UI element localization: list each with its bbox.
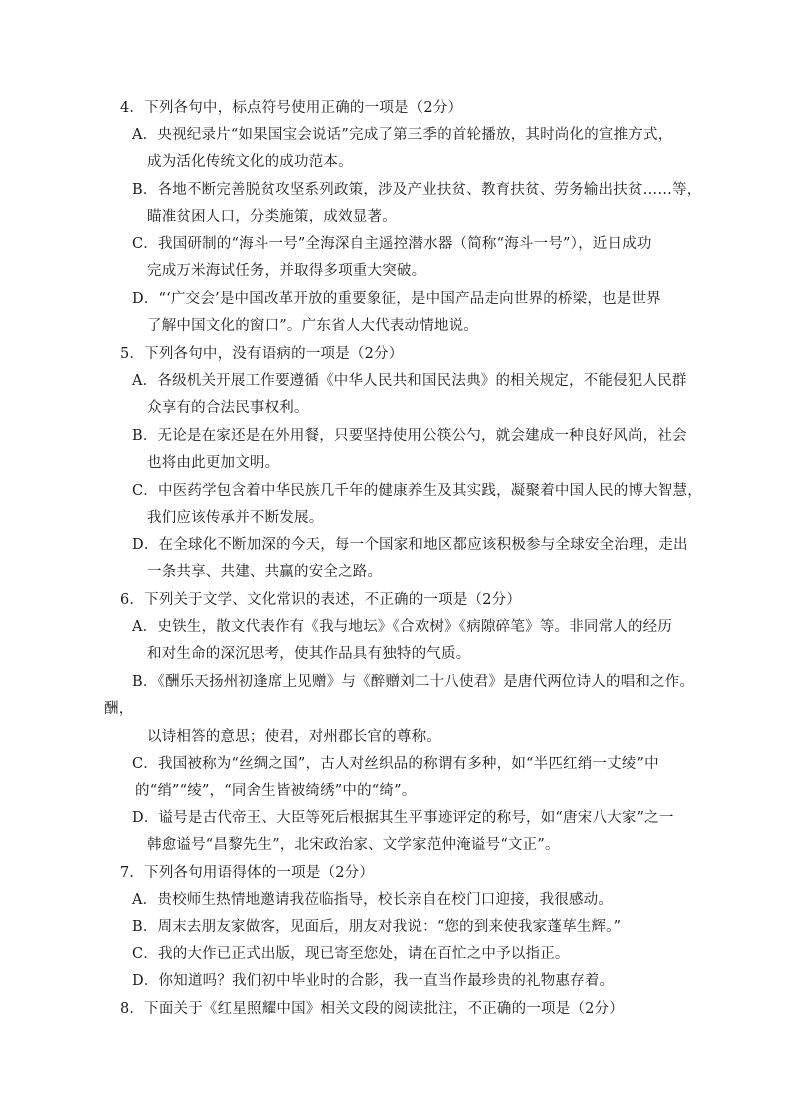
question-4-option-c bbox=[132, 234, 652, 254]
option-text: 周末去朋友家做客，见面后，朋友对我说：“您的到来使我家蓬荜生辉。” bbox=[157, 919, 622, 935]
option-label: D． bbox=[132, 810, 159, 826]
question-5-option-b-cont: 也将由此更加文明。 bbox=[147, 455, 280, 471]
question-6-option-b-wrap: 酬， bbox=[104, 701, 134, 717]
option-label: C． bbox=[132, 756, 158, 772]
question-7-option-a bbox=[132, 890, 613, 910]
option-text: 在全球化不断加深的今天，每一个国家和地区都应该积极参与全球安全治理，走出 bbox=[158, 537, 688, 553]
option-text: 我国被称为“丝绸之国”，古人对丝织品的称谓有多种，如“半匹红绡一丈绫”中 bbox=[158, 756, 659, 772]
option-text: 各地不断完善脱贫攻坚系列政策，涉及产业扶贫、教育扶贫、劳务输出扶贫……等， bbox=[157, 182, 702, 198]
question-6-option-d-cont: 韩愈谥号“昌黎先生”，北宋政治家、文学家范仲淹谥号“文正”。 bbox=[147, 837, 560, 853]
option-text: 央视纪录片“如果国宝会说话”完成了第三季的首轮播放，其时尚化的宣推方式， bbox=[157, 127, 673, 143]
question-4-stem: 4．下列各句中，标点符号使用正确的一项是（2分） bbox=[120, 100, 463, 116]
question-4-option-a bbox=[132, 125, 672, 145]
option-label: B． bbox=[132, 674, 158, 690]
question-5-option-c bbox=[132, 481, 702, 501]
option-label: B． bbox=[132, 428, 158, 444]
option-text: 你知道吗？我们初中毕业时的合影，我一直当作最珍贵的礼物惠存着。 bbox=[158, 973, 615, 989]
question-4-option-d bbox=[132, 289, 661, 309]
question-4-option-a-cont: 成为活化传统文化的成功范本。 bbox=[147, 154, 353, 170]
option-text: 无论是在家还是在外用餐，只要坚持使用公筷公勺，就会建成一种良好风尚，社会 bbox=[157, 428, 687, 444]
question-5-option-b bbox=[132, 426, 687, 446]
option-label: D． bbox=[132, 537, 159, 553]
option-text: “‘广交会’是中国改革开放的重要象征，是中国产品走向世界的桥梁，也是世界 bbox=[158, 291, 661, 307]
question-4-option-b-cont: 瞄准贫困人口，分类施策，成效显著。 bbox=[147, 209, 397, 225]
option-label: B． bbox=[132, 919, 158, 935]
option-label: A． bbox=[132, 619, 158, 635]
option-label: C． bbox=[132, 483, 158, 499]
question-4-option-c-cont: 完成万米海试任务，并取得多项重大突破。 bbox=[147, 263, 427, 279]
option-text: 史铁生，散文代表作有《我与地坛》《合欢树》《病隙碎笔》等。非同常人的经历 bbox=[157, 619, 673, 635]
question-7-option-b bbox=[132, 917, 621, 937]
option-label: C． bbox=[132, 236, 158, 252]
option-text: 我的大作已正式出版，现已寄至您处，请在百忙之中予以指正。 bbox=[158, 946, 570, 962]
question-7-option-d bbox=[132, 971, 614, 991]
question-6-option-a bbox=[132, 617, 672, 637]
option-text: 我国研制的“海斗一号”全海深自主遥控潜水器（简称“海斗一号”），近日成功 bbox=[158, 236, 652, 252]
question-7-stem: 7．下列各句用语得体的一项是（2分） bbox=[120, 865, 375, 881]
question-5-option-c-cont: 我们应该传承并不断发展。 bbox=[147, 510, 324, 526]
question-6-option-a-cont: 和对生命的深沉思考，使其作品具有独特的气质。 bbox=[147, 646, 471, 662]
option-label: C． bbox=[132, 946, 158, 962]
question-4-option-d-cont: 了解中国文化的窗口”。广东省人大代表动情地说。 bbox=[147, 318, 479, 334]
option-text: 中医药学包含着中华民族几千年的健康养生及其实践，凝聚着中国人民的博大智慧， bbox=[158, 483, 702, 499]
question-6-option-b-cont: 以诗相答的意思；使君，对州郡长官的尊称。 bbox=[147, 729, 441, 745]
question-6-stem: 6．下列关于文学、文化常识的表述，不正确的一项是（2分） bbox=[120, 592, 522, 608]
option-label: A． bbox=[132, 127, 158, 143]
option-label: D． bbox=[132, 973, 159, 989]
question-6-option-b bbox=[132, 672, 694, 692]
option-text: 谥号是古代帝王、大臣等死后根据其生平事迹评定的称号，如“唐宋八大家”之一 bbox=[158, 810, 674, 826]
question-6-option-c bbox=[132, 754, 659, 774]
option-label: A． bbox=[132, 892, 158, 908]
option-label: A． bbox=[132, 373, 158, 389]
question-5-option-d bbox=[132, 535, 688, 555]
option-label: D． bbox=[132, 291, 159, 307]
question-6-option-c-cont: 的“绡”“绫”，“同舍生皆被绮绣”中的“绮”。 bbox=[135, 783, 417, 799]
question-6-option-d bbox=[132, 808, 674, 828]
question-5-stem: 5．下列各句中，没有语病的一项是（2分） bbox=[120, 346, 404, 362]
question-7-option-c bbox=[132, 944, 570, 964]
question-5-option-a bbox=[132, 371, 687, 391]
option-label: B． bbox=[132, 182, 158, 198]
question-8-stem: 8．下面关于《红星照耀中国》相关文段的阅读批注，不正确的一项是（2分） bbox=[120, 1001, 624, 1017]
option-text: 《酬乐天扬州初逢席上见赠》与《醉赠刘二十八使君》是唐代两位诗人的唱和之作。 bbox=[157, 674, 695, 690]
option-text: 贵校师生热情地邀请我莅临指导，校长亲自在校门口迎接，我很感动。 bbox=[157, 892, 614, 908]
question-5-option-d-cont: 一条共享、共建、共赢的安全之路。 bbox=[147, 564, 383, 580]
question-5-option-a-cont: 众享有的合法民事权利。 bbox=[147, 400, 309, 416]
question-4-option-b bbox=[132, 180, 701, 200]
option-text: 各级机关开展工作要遵循《中华人民共和国民法典》的相关规定，不能侵犯人民群 bbox=[157, 373, 687, 389]
